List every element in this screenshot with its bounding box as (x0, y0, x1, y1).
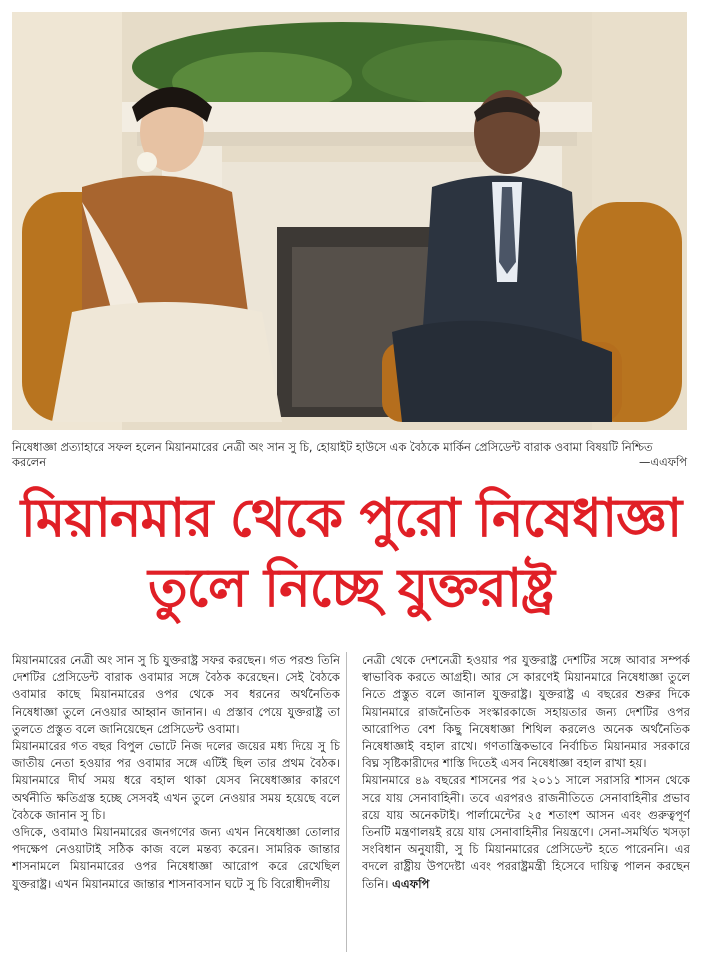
article-paragraph: ওদিকে, ওবামাও মিয়ানমারের জনগণের জন্য এখন নিষেধাজ্ঞা তোলার পদক্ষেপ নেওয়াটাই সঠিক কাজ বলে মন্তব্য করেন। সামরিক জান্তার শাসনামলে মিয়ানমারের ওপর নিষেধাজ্ঞা আরোপ করে রেখেছিল যুক্তরাষ্ট্র। এখন মিয়ানমারে জান্তার শাসনাবসান ঘটে সু চি বিরোধীদলীয় (12, 825, 340, 891)
article-column-1 (12, 652, 340, 952)
article-paragraph (362, 772, 690, 892)
article-paragraph: মিয়ানমারের নেত্রী অং সান সু চি যুক্তরাষ্ট্র সফর করছেন। গত পরশু তিনি দেশটির প্রেসিডেন্ট বারাক ওবামার সঙ্গে বৈঠক করেছেন। সেই বৈঠকে ওবামার কাছে মিয়ানমারের ওপর থেকে সব ধরনের অর্থনৈতিক নিষেধাজ্ঞা তুলে নেওয়ার আহ্বান জানান। এ প্রস্তাব পেয়ে যুক্তরাষ্ট্র তা তুলতে প্রস্তুত বলে জানিয়েছেন প্রেসিডেন্ট ওবামা। (12, 653, 340, 736)
photo-caption (12, 440, 687, 470)
article-paragraph: মিয়ানমারের গত বছর বিপুল ভোটে নিজ দলের জয়ের মধ্য দিয়ে সু চি জাতীয় নেতা হওয়ার পর ওবামার সঙ্গে এটিই ছিল তার প্রথম বৈঠক। মিয়ানমারে দীর্ঘ সময় ধরে বহাল থাকা যেসব নিষেধাজ্ঞার কারণে অর্থনীতি ক্ষতিগ্রস্ত হচ্ছে সেসবই এখন তুলে নেওয়ার সময় হয়েছে বলে বৈঠকে জানান সু চি। (12, 739, 340, 822)
headline-line-1: মিয়ানমার থেকে পুরো নিষেধাজ্ঞা (20, 488, 682, 549)
headline (0, 484, 702, 624)
article-signature: এএফপি (392, 876, 430, 891)
caption-credit: —এএফপি (638, 455, 687, 469)
article-paragraph: নেত্রী থেকে দেশনেত্রী হওয়ার পর যুক্তরাষ্ট্র দেশটির সঙ্গে আবার সম্পর্ক স্বাভাবিক করতে আগ্রহী। আর সে কারণেই মিয়ানমারে নিষেধাজ্ঞা তুলে নিতে প্রস্তুত বলে জানাল যুক্তরাষ্ট্র। যুক্তরাষ্ট্র এ বছরের শুরুর দিকে মিয়ানমারে রাজনৈতিক সংস্কারকাজে সহায়তার জন্য দেশটির ওপর আরোপিত বেশ কিছু নিষেধাজ্ঞা শিথিল করলেও অনেক অর্থনৈতিক নিষেধাজ্ঞাই বহাল রাখে। গণতান্ত্রিকভাবে নির্বাচিত মিয়ানমার সরকারে বিঘ্ন সৃষ্টিকারীদের শাস্তি দিতেই এসব নিষেধাজ্ঞা বহাল রাখা হয়। (362, 653, 690, 771)
caption-text: নিষেধাজ্ঞা প্রত্যাহারে সফল হলেন মিয়ানমারের নেত্রী অং সান সু চি, হোয়াইট হাউসে এক বৈঠকে মার্কিন প্রেসিডেন্ট বারাক ওবামা বিষয়টি নিশ্চিত করলেন (12, 440, 653, 469)
article-paragraph-text: মিয়ানমারে ৪৯ বছরের শাসনের পর ২০১১ সালে সরাসরি শাসন থেকে সরে যায় সেনাবাহিনী। তবে এরপরও রাজনীতিতে সেনাবাহিনীর প্রভাব রয়ে যায় অনেকটাই। পার্লামেন্টের ২৫ শতাংশ আসন এবং গুরুত্বপূর্ণ তিনটি মন্ত্রণালয়ই রয়ে যায় সেনাবাহিনীর নিয়ন্ত্রণে। সেনা-সমর্থিত খসড়া সংবিধান অনুযায়ী, সু চি মিয়ানমারের প্রেসিডেন্ট হতে পারেননি। এর বদলে রাষ্ট্রীয় উপদেষ্টা এবং পররাষ্ট্রমন্ত্রী হিসেবে দায়িত্ব পালন করছেন তিনি। (362, 773, 690, 891)
photo-icon (12, 12, 687, 430)
headline-line-2: তুলে নিচ্ছে যুক্তরাষ্ট্র (147, 558, 555, 619)
article-column-2 (362, 652, 690, 952)
news-photo (12, 12, 687, 430)
article-body (12, 652, 690, 952)
